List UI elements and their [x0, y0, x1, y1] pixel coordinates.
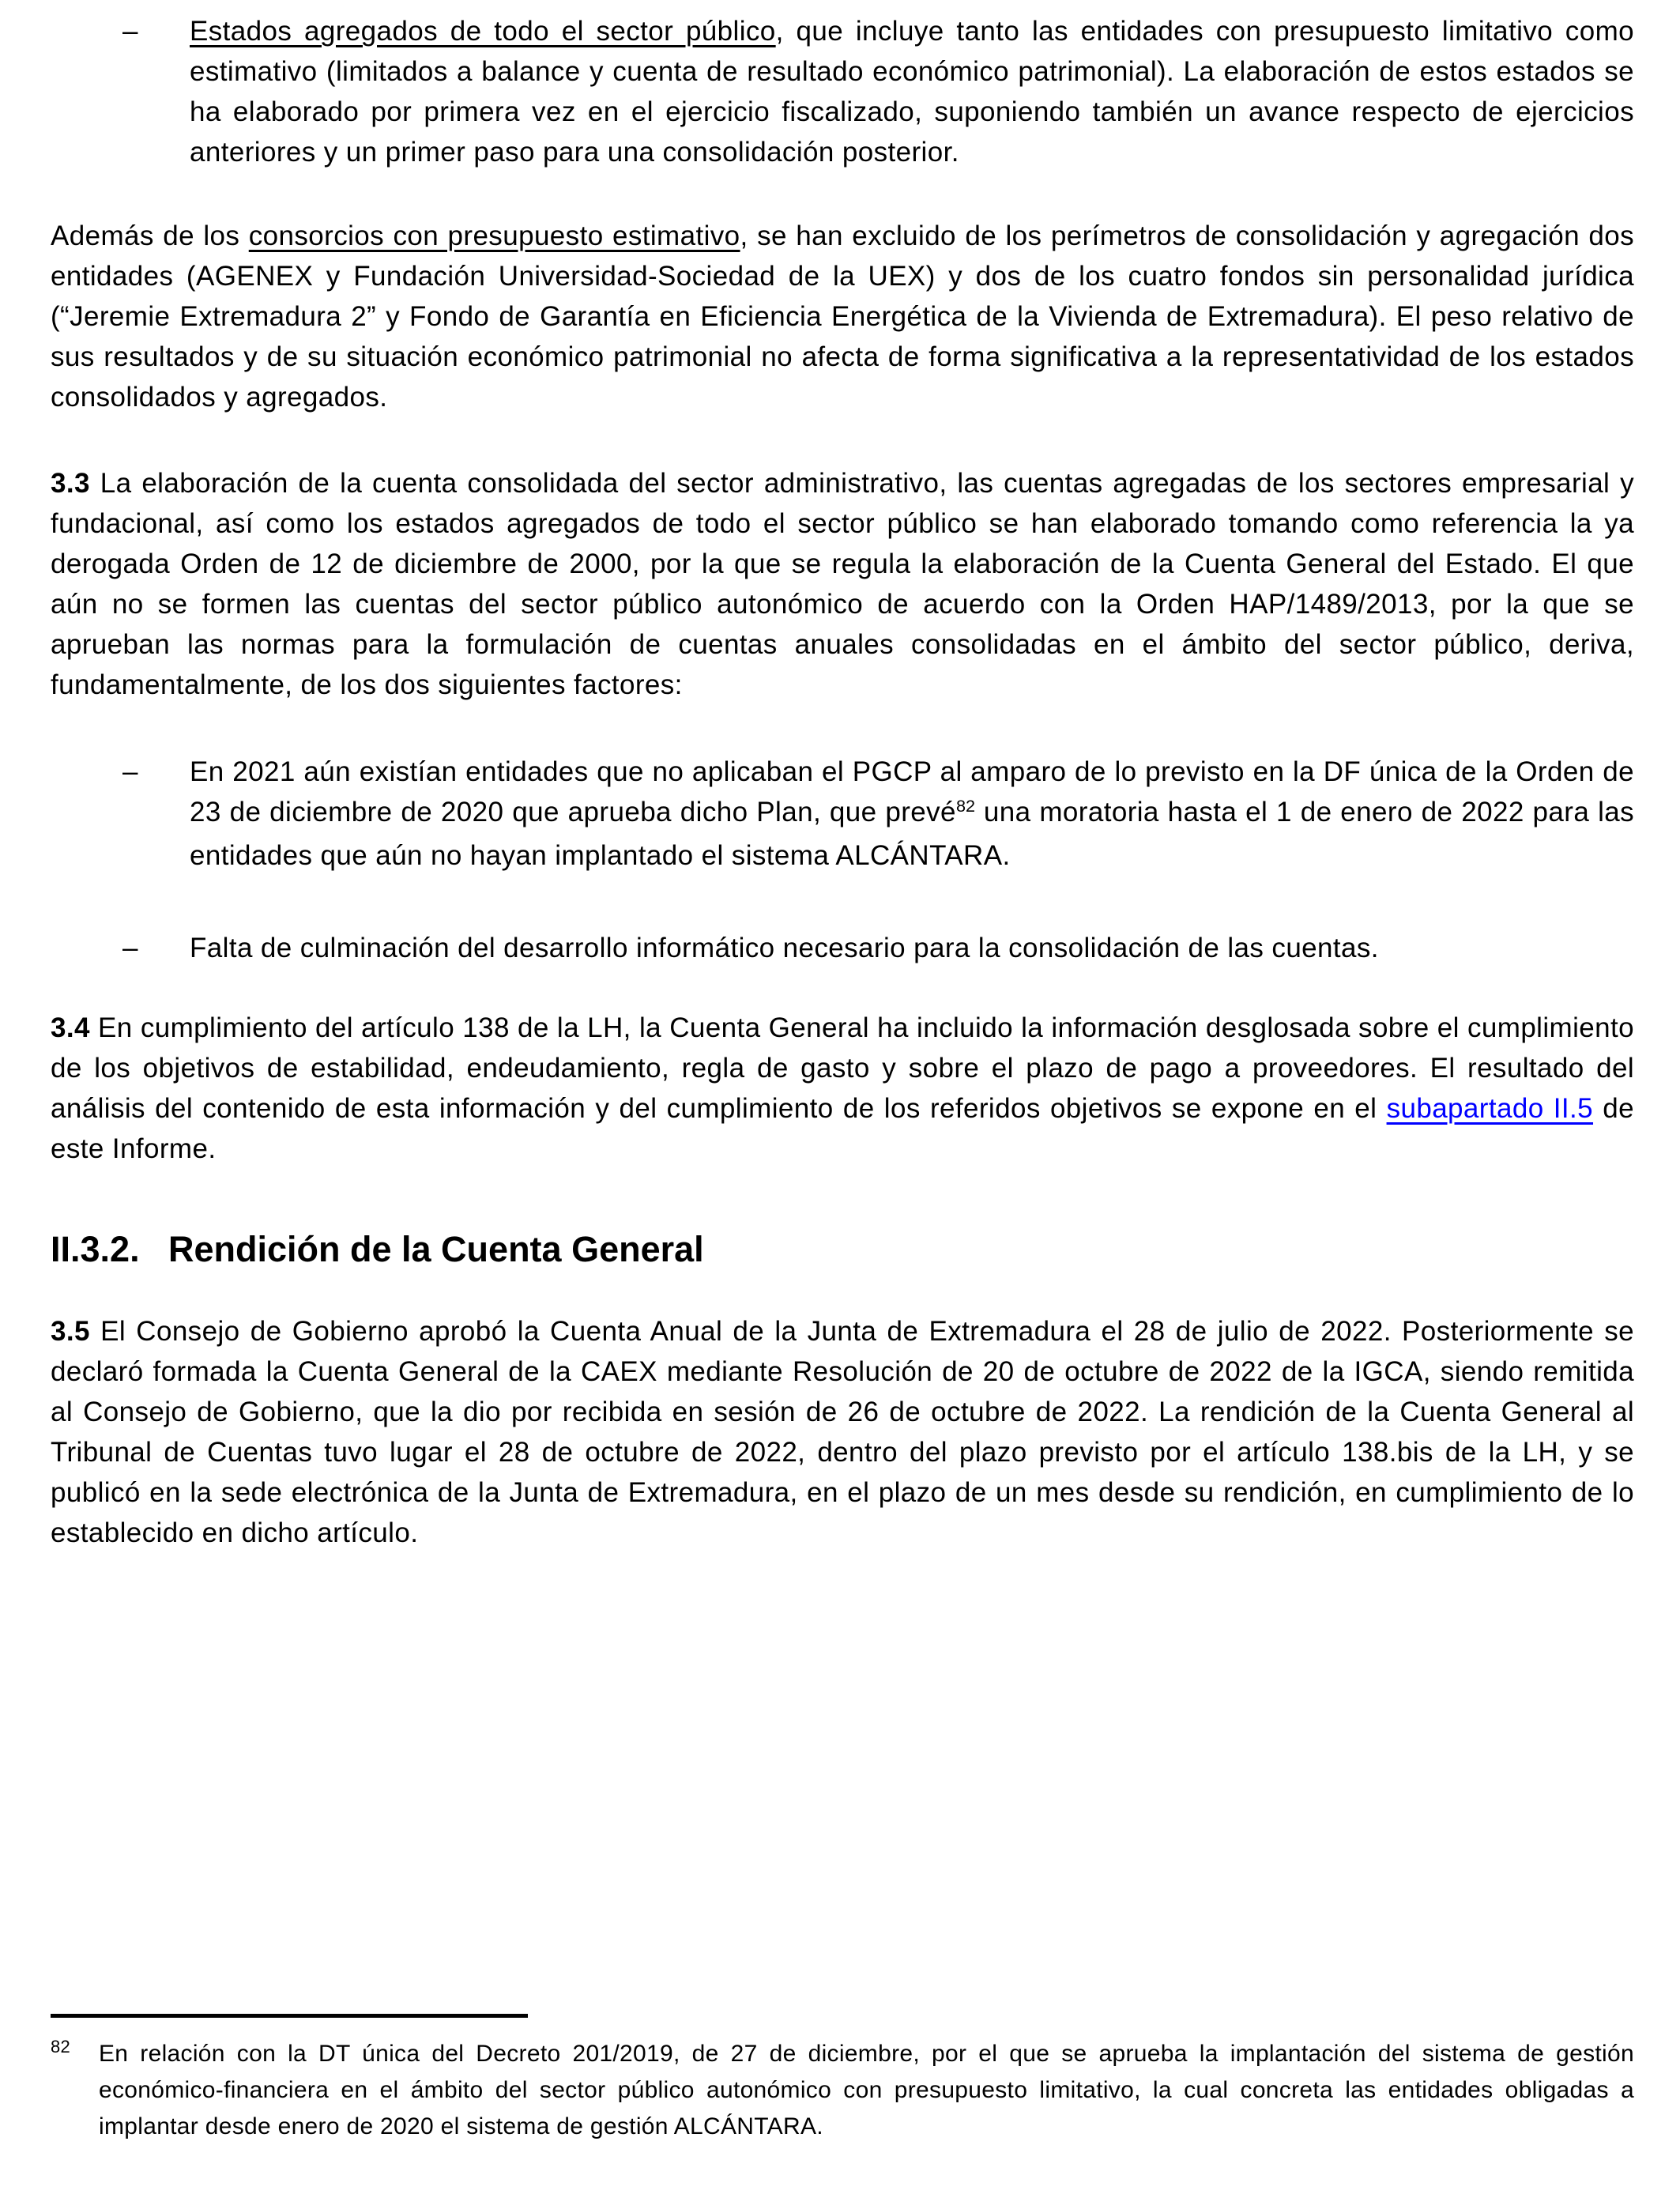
- subapartado-ii5-link[interactable]: subapartado II.5: [1386, 1093, 1594, 1124]
- paragraph-number: 3.4: [51, 1012, 90, 1043]
- paragraph-3-4: [51, 1008, 1634, 1169]
- bullet-dash: –: [122, 933, 138, 963]
- paragraph-number: 3.5: [51, 1316, 90, 1347]
- bullet-text: , que incluye tanto las entidades con presupuesto limitativo como estimativo (limitados a balance y cuenta de resultado económico patrimonial). La elaboración de estos estados se ha elaborado por primera vez en el ejercicio fiscalizado, suponiendo también un avance respecto de ejercicios anteriores y un primer paso para una consolidación posterior.: [190, 16, 1634, 168]
- footnote-82: [51, 2036, 1634, 2145]
- paragraph-rest: , se han excluido de los perímetros de consolidación y agregación dos entidades (AGENEX y Fundación Universidad-Sociedad de la UEX) y dos de los cuatro fondos sin personalidad jurídica (“Jeremie Extremadura 2” y Fondo de Garantía en Eficiencia Energética de la Vivienda de Extremadura). El peso relativo de sus resultados y de su situación económico patrimonial no afecta de forma significativa a la representatividad de los estados consolidados y agregados.: [51, 221, 1634, 413]
- footnote-marker: 82: [51, 2037, 71, 2056]
- bullet-dash: –: [122, 756, 138, 787]
- paragraph-text: El Consejo de Gobierno aprobó la Cuenta Anual de la Junta de Extremadura el 28 de julio de 2022. Posteriormente se declaró formada la Cuenta General de la CAEX mediante Resolución de 20 de octubre de 2022 de la IGCA, siendo remitida al Consejo de Gobierno, que la dio por recibida en sesión de 26 de octubre de 2022. La rendición de la Cuenta General al Tribunal de Cuentas tuvo lugar el 28 de octubre de 2022, dentro del plazo previsto por el artículo 138.bis de la LH, y se publicó en la sede electrónica de la Junta de Extremadura, en el plazo de un mes desde su rendición, en cumplimiento de lo establecido en dicho artículo.: [51, 1316, 1634, 1548]
- bullet-text: En 2021 aún existían entidades que no aplicaban el PGCP al amparo de lo previsto en la DF única de la Orden de 23 de diciembre de 2020 que aprueba dicho Plan, que prevé: [190, 756, 1634, 827]
- bullet-item-en-2021: [51, 752, 1634, 876]
- bullet-item-estados-agregados: [51, 11, 1634, 172]
- bullet-lead-underlined: Estados agregados de todo el sector público: [190, 16, 776, 47]
- footnote-separator: [51, 2014, 528, 2018]
- bullet-text-continued: una moratoria hasta el 1 de enero de 2022 para las entidades que aún no hayan implantado el sistema ALCÁNTARA.: [190, 797, 1635, 871]
- section-heading-title: Rendición de la Cuenta General: [168, 1229, 704, 1269]
- paragraph-text-continued: de este Informe.: [51, 1093, 1634, 1164]
- document-content: [51, 11, 1634, 1553]
- footnote-text: En relación con la DT única del Decreto 201/2019, de 27 de diciembre, por el que se aprueba la implantación del sistema de gestión económico-financiera en el ámbito del sector público autonómico con presupuesto limitativo, la cual concreta las entidades obligadas a implantar desde enero de 2020 el sistema de gestión ALCÁNTARA.: [99, 2041, 1634, 2139]
- bullet-text: Falta de culminación del desarrollo informático necesario para la consolidación de las cuentas.: [190, 933, 1379, 963]
- bullet-dash: –: [122, 16, 138, 47]
- paragraph-ademas: [51, 216, 1634, 417]
- section-heading-number: II.3.2.: [51, 1229, 140, 1269]
- paragraph-lead: Además de los: [51, 221, 249, 251]
- paragraph-text: En cumplimiento del artículo 138 de la LH, la Cuenta General ha incluido la información desglosada sobre el cumplimiento de los objetivos de estabilidad, endeudamiento, regla de gasto y sobre el plazo de pago a proveedores. El resultado del análisis del contenido de esta información y del cumplimiento de los referidos objetivos se expone en el: [51, 1012, 1634, 1124]
- footnote-ref-82: 82: [955, 796, 976, 816]
- paragraph-3-3: [51, 463, 1634, 705]
- paragraph-number: 3.3: [51, 468, 90, 499]
- paragraph-text: La elaboración de la cuenta consolidada del sector administrativo, las cuentas agregadas de los sectores empresarial y fundacional, así como los estados agregados de todo el sector público se han elaborado tomando como referencia la ya derogada Orden de 12 de diciembre de 2000, por la que se regula la elaboración de la Cuenta General del Estado. El que aún no se formen las cuentas del sector público autonómico de acuerdo con la Orden HAP/1489/2013, por la que se aprueban las normas para la formulación de cuentas anuales consolidadas en el ámbito del sector público, deriva, fundamentalmente, de los dos siguientes factores:: [51, 468, 1634, 700]
- bullet-item-falta-culminacion: [51, 928, 1634, 968]
- underlined-phrase-consorcios: consorcios con presupuesto estimativo: [248, 221, 740, 251]
- section-heading-ii-3-2: [51, 1229, 1634, 1270]
- paragraph-3-5: [51, 1311, 1634, 1553]
